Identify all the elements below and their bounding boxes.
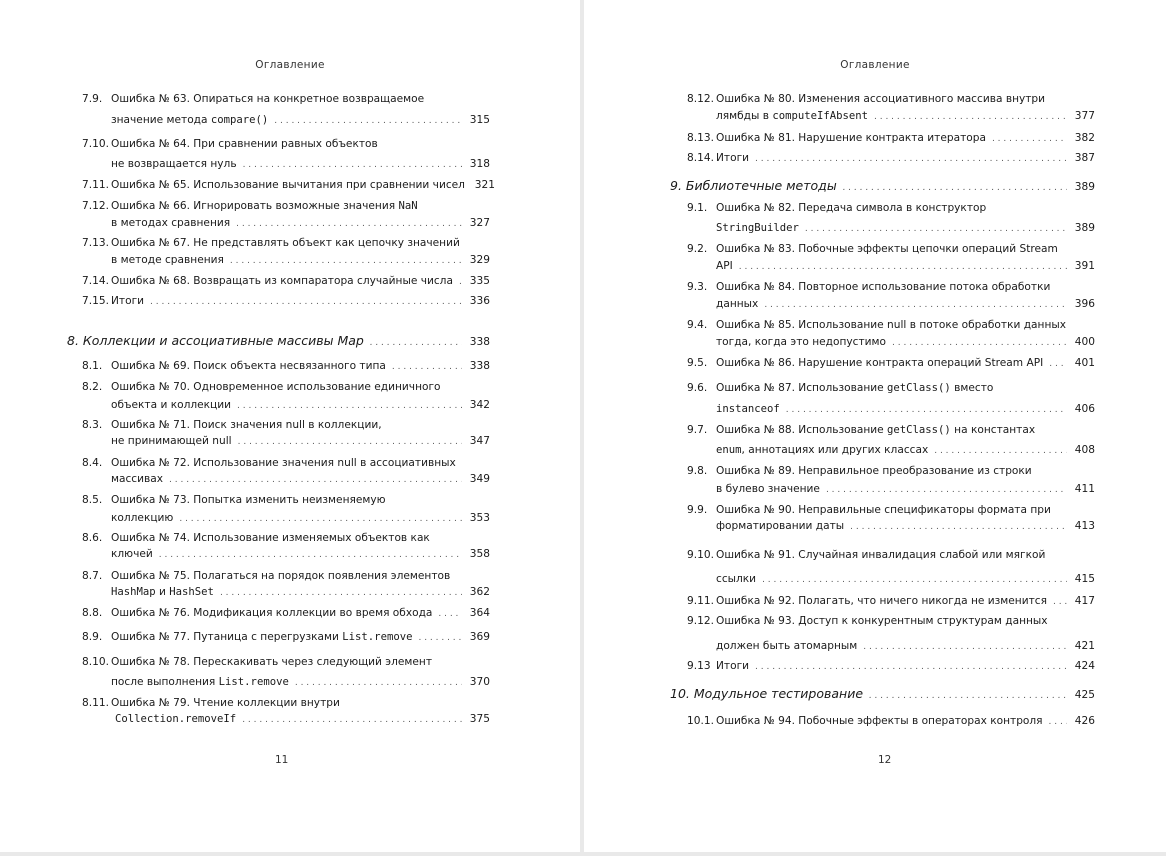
entry-number: 9.10. (687, 549, 714, 561)
entry-title: Ошибка № 88. Использование (716, 424, 888, 436)
page-number: 406 (1074, 403, 1095, 415)
leader-dots (418, 631, 462, 645)
page-number: 349 (469, 473, 490, 485)
page-number: 370 (469, 676, 490, 688)
entry-title: Ошибка № 91. Случайная инвалидация слабой или мягкой (716, 549, 1046, 561)
entry-number: 7.14. (82, 275, 109, 287)
leader-dots (150, 295, 462, 309)
entry-title: Ошибка № 68. Возвращать из компаратора случайные числа (111, 275, 453, 287)
entry-title-cont: значение метода (111, 114, 211, 126)
entry-title-cont: коллекцию (111, 512, 174, 524)
entry-number: 8.2. (82, 381, 103, 393)
entry-number: 8.14. (687, 152, 714, 164)
toc-chapter-9[interactable] (670, 178, 1095, 193)
entry-title-cont: лямбды в (716, 110, 773, 122)
page-number: 413 (1074, 520, 1095, 532)
entry-title-cont: не принимающей null (111, 435, 232, 447)
entry-title-cont: данных (716, 298, 759, 310)
leader-dots (826, 483, 1067, 497)
page-number: 329 (469, 254, 490, 266)
entry-number: 7.15. (82, 295, 109, 307)
leader-dots (755, 152, 1067, 166)
entry-number: 9.12. (687, 615, 714, 627)
leader-dots (1049, 357, 1067, 371)
page-number: 425 (1074, 689, 1095, 701)
entry-title-cont: не возвращается нуль (111, 158, 237, 170)
entry-title: Ошибка № 69. Поиск объекта несвязанного типа (111, 360, 386, 372)
leader-dots (1053, 595, 1067, 609)
leader-dots (786, 403, 1067, 417)
leader-dots (237, 399, 462, 413)
chapter-title: 8. Коллекции и ассоциативные массивы Map (67, 333, 364, 348)
page-number: 327 (469, 217, 490, 229)
code-text: Collection.removeIf (115, 713, 237, 725)
entry-title: Ошибка № 77. Путаница с перегрузками (111, 631, 343, 643)
code-text: List.remove (342, 631, 413, 643)
entry-title-cont: и (155, 586, 170, 598)
leader-dots (392, 360, 462, 374)
leader-dots (438, 607, 462, 621)
page-number: 358 (469, 548, 490, 560)
leader-dots (238, 435, 462, 449)
entry-title-cont: в булево значение (716, 483, 820, 495)
entry-number: 9.1. (687, 202, 708, 214)
entry-number: 9.13 (687, 660, 711, 672)
page-number: 369 (469, 631, 490, 643)
entry-number: 7.9. (82, 93, 103, 105)
leader-dots (370, 338, 462, 348)
entry-title-cont: форматировании даты (716, 520, 845, 532)
page-number: 362 (469, 586, 490, 598)
page-number: 342 (469, 399, 490, 411)
entry-title: Итоги (716, 660, 750, 672)
entry-number: 9.7. (687, 424, 708, 436)
entry-number: 8.4. (82, 457, 103, 469)
entry-title: Ошибка № 78. Перескакивать через следующий элемент (111, 656, 433, 668)
entry-title-cont: API (716, 260, 733, 272)
leader-dots (869, 691, 1067, 701)
page-number: 347 (469, 435, 490, 447)
entry-title: Ошибка № 84. Повторное использование потока обработки (716, 281, 1051, 293)
entry-title: Ошибка № 74. Использование изменяемых объектов как (111, 532, 430, 544)
code-text: computeIfAbsent (772, 110, 869, 122)
entry-title-cont: после выполнения (111, 676, 219, 688)
entry-title: Ошибка № 92. Полагать, что ничего никогда не изменится (716, 595, 1047, 607)
right-page (584, 0, 1166, 852)
page-number: 396 (1074, 298, 1095, 310)
entry-number: 8.8. (82, 607, 103, 619)
entry-title-cont: объекта и коллекции (111, 399, 232, 411)
code-text: StringBuilder (716, 222, 799, 234)
leader-dots (764, 298, 1067, 312)
entry-title: Ошибка № 66. Игнорировать возможные значения (111, 200, 399, 212)
code-text: instanceof (716, 403, 780, 415)
entry-number: 7.11. (82, 179, 109, 191)
page-number: 336 (469, 295, 490, 307)
code-text: getClass() (887, 424, 951, 436)
entry-title-cont: должен быть атомарным (716, 640, 858, 652)
page-number: 315 (469, 114, 490, 126)
page-number: 415 (1074, 573, 1095, 585)
leader-dots (874, 110, 1067, 124)
page-number: 401 (1074, 357, 1095, 369)
entry-number: 9.11. (687, 595, 714, 607)
leader-dots (236, 217, 462, 231)
entry-title-cont: ключей (111, 548, 153, 560)
page-number: 321 (474, 179, 495, 191)
leader-dots (850, 520, 1067, 534)
entry-title: Ошибка № 64. При сравнении равных объектов (111, 138, 378, 150)
page-number: 400 (1074, 336, 1095, 348)
leader-dots (762, 573, 1067, 587)
entry-number: 9.3. (687, 281, 708, 293)
code-text: HashSet (169, 586, 214, 598)
page-number: 377 (1074, 110, 1095, 122)
entry-number: 8.6. (82, 532, 103, 544)
leader-dots (755, 660, 1067, 674)
entry-number: 7.12. (82, 200, 109, 212)
left-page (0, 0, 580, 852)
page-number: 338 (469, 336, 490, 348)
entry-title-b: на константах (950, 424, 1036, 436)
leader-dots (159, 548, 462, 562)
entry-title: Итоги (716, 152, 750, 164)
leader-dots (863, 640, 1067, 654)
leader-dots (295, 676, 462, 690)
page-number: 382 (1074, 132, 1095, 144)
entry-title-b: вместо (950, 382, 994, 394)
entry-title: Ошибка № 85. Использование null в потоке обработки данных (716, 319, 1067, 331)
entry-title: Ошибка № 76. Модификация коллекции во время обхода (111, 607, 433, 619)
entry-title: Ошибка № 75. Полагаться на порядок появления элементов (111, 570, 451, 582)
leader-dots (274, 114, 462, 128)
entry-title: Ошибка № 94. Побочные эффекты в операторах контроля (716, 715, 1043, 727)
page-number: 389 (1074, 222, 1095, 234)
entry-title: Ошибка № 90. Неправильные спецификаторы формата при (716, 504, 1051, 516)
page-number: 338 (469, 360, 490, 372)
entry-title: Ошибка № 93. Доступ к конкурентным структурам данных (716, 615, 1048, 627)
entry-number: 8.1. (82, 360, 103, 372)
entry-title: Ошибка № 89. Неправильное преобразование из строки (716, 465, 1032, 477)
leader-dots (459, 275, 462, 289)
entry-title-cont: массивах (111, 473, 164, 485)
entry-number: 9.9. (687, 504, 708, 516)
entry-number: 10.1. (687, 715, 714, 727)
entry-title: Ошибка № 86. Нарушение контракта операций Stream API (716, 357, 1044, 369)
running-head: Оглавление (840, 59, 910, 71)
leader-dots (805, 222, 1067, 236)
page-number: 421 (1074, 640, 1095, 652)
entry-title: Ошибка № 63. Опираться на конкретное возвращаемое (111, 93, 425, 105)
code-text: getClass() (887, 382, 951, 394)
page-number: 335 (469, 275, 490, 287)
page-number: 411 (1074, 483, 1095, 495)
running-head: Оглавление (255, 59, 325, 71)
page-number: 391 (1074, 260, 1095, 272)
entry-title: Ошибка № 65. Использование вычитания при сравнении чисел (111, 179, 465, 191)
code-text: List.remove (218, 676, 289, 688)
entry-title-cont: , аннотациях или других классах (741, 444, 929, 456)
page-number: 389 (1074, 181, 1095, 193)
leader-dots (242, 713, 462, 727)
entry-title-cont: в методе сравнения (111, 254, 224, 266)
page-number: 424 (1074, 660, 1095, 672)
entry-title: Ошибка № 87. Использование (716, 382, 888, 394)
entry-number: 9.5. (687, 357, 708, 369)
entry-number: 8.10. (82, 656, 109, 668)
code-text: enum (716, 444, 742, 456)
entry-number: 9.2. (687, 243, 708, 255)
entry-title: Ошибка № 83. Побочные эффекты цепочки операций Stream (716, 243, 1058, 255)
page-number-footer: 12 (878, 754, 892, 766)
leader-dots (843, 183, 1067, 193)
entry-title: Ошибка № 72. Использование значения null в ассоциативных (111, 457, 456, 469)
page-number: 318 (469, 158, 490, 170)
leader-dots (179, 512, 462, 526)
entry-number: 9.6. (687, 382, 708, 394)
page-number: 353 (469, 512, 490, 524)
entry-title: Ошибка № 80. Изменения ассоциативного массива внутри (716, 93, 1046, 105)
leader-dots (230, 254, 462, 268)
page-number: 375 (469, 713, 490, 725)
entry-number: 8.11. (82, 697, 109, 709)
entry-number: 7.10. (82, 138, 109, 150)
entry-title: Ошибка № 71. Поиск значения null в коллекции, (111, 419, 382, 431)
entry-number: 8.7. (82, 570, 103, 582)
entry-number: 8.13. (687, 132, 714, 144)
entry-number: 9.8. (687, 465, 708, 477)
leader-dots (992, 132, 1067, 146)
entry-number: 8.12. (687, 93, 714, 105)
page-number: 364 (469, 607, 490, 619)
code-text: NaN (398, 200, 418, 212)
entry-title: Ошибка № 82. Передача символа в конструктор (716, 202, 987, 214)
entry-number: 8.3. (82, 419, 103, 431)
entry-title: Ошибка № 67. Не представлять объект как цепочку значений (111, 237, 460, 249)
page-number: 408 (1074, 444, 1095, 456)
entry-title-cont: в методах сравнения (111, 217, 231, 229)
entry-title: Ошибка № 73. Попытка изменить неизменяемую (111, 494, 386, 506)
toc-chapter-10[interactable] (670, 686, 1095, 701)
page-number: 426 (1074, 715, 1095, 727)
code-text: HashMap (111, 586, 156, 598)
page-number: 387 (1074, 152, 1095, 164)
page-number: 417 (1074, 595, 1095, 607)
entry-title-cont: тогда, когда это недопустимо (716, 336, 887, 348)
entry-title: Ошибка № 81. Нарушение контракта итератора (716, 132, 986, 144)
entry-title: Ошибка № 70. Одновременное использование единичного (111, 381, 441, 393)
leader-dots (169, 473, 462, 487)
entry-title-cont: ссылки (716, 573, 757, 585)
entry-number: 8.9. (82, 631, 103, 643)
leader-dots (1049, 715, 1067, 729)
entry-title: Ошибка № 79. Чтение коллекции внутри (111, 697, 340, 709)
chapter-title: 9. Библиотечные методы (670, 178, 837, 193)
code-text: compare() (210, 114, 269, 126)
chapter-title: 10. Модульное тестирование (670, 686, 864, 701)
leader-dots (934, 444, 1067, 458)
leader-dots (892, 336, 1067, 350)
entry-number: 9.4. (687, 319, 708, 331)
entry-title: Итоги (111, 295, 145, 307)
entry-number: 8.5. (82, 494, 103, 506)
toc-chapter-8[interactable] (67, 333, 490, 348)
leader-dots (243, 158, 462, 172)
page-number-footer: 11 (275, 754, 289, 766)
entry-number: 7.13. (82, 237, 109, 249)
leader-dots (739, 260, 1067, 274)
leader-dots (220, 586, 462, 600)
